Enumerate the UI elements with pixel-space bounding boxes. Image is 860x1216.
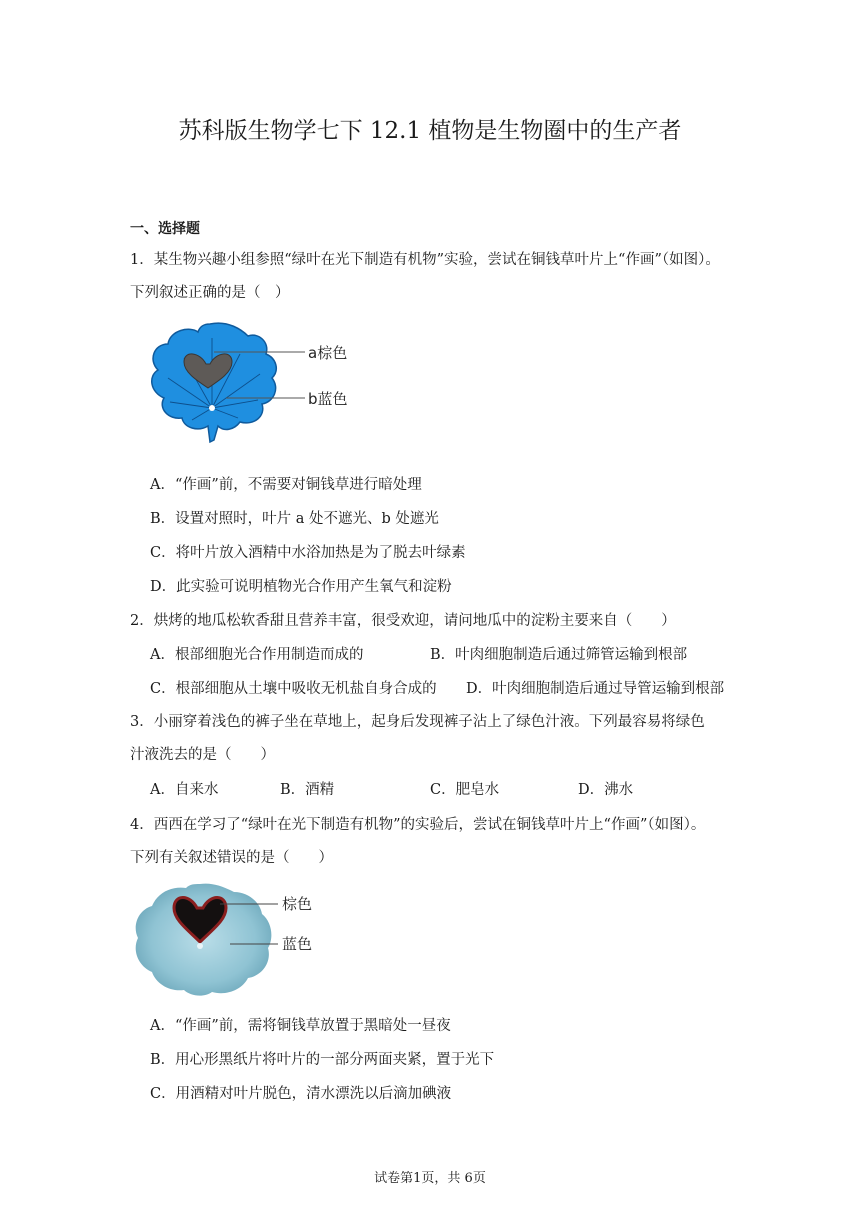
question-1-option-b: B．设置对照时，叶片 a 处不遮光、b 处遮光: [150, 511, 439, 527]
question-2-option-b: B．叶肉细胞制造后通过筛管运输到根部: [430, 647, 688, 663]
page-title: 苏科版生物学七下 12.1 植物是生物圈中的生产者: [178, 118, 682, 144]
question-1-option-a: A．“作画”前，不需要对铜钱草进行暗处理: [150, 477, 422, 493]
question-4-stem-line-2: 下列有关叙述错误的是（ ）: [130, 850, 333, 866]
question-1-leaf-figure: [140, 318, 370, 448]
question-4-option-c: C．用酒精对叶片脱色，清水漂洗以后滴加碘液: [150, 1086, 452, 1102]
question-4-stem-line-1: 4．西西在学习了“绿叶在光下制造有机物”的实验后，尝试在铜钱草叶片上“作画”（如图）。: [130, 817, 706, 833]
leaf-center: [197, 943, 203, 949]
question-2-stem: 2．烘烤的地瓜松软香甜且营养丰富，很受欢迎，请问地瓜中的淀粉主要来自（ ）: [130, 613, 676, 629]
section-heading: 一、选择题: [130, 221, 200, 237]
page-footer: 试卷第1页，共 6页: [374, 1171, 486, 1186]
label-a: 棕色: [282, 895, 313, 913]
question-2-option-c: C．根部细胞从土壤中吸收无机盐自身合成的: [150, 681, 437, 697]
question-1-stem-line-1: 1．某生物兴趣小组参照“绿叶在光下制造有机物”实验，尝试在铜钱草叶片上“作画”（如图）。: [130, 252, 720, 268]
question-2-option-d: D．叶肉细胞制造后通过导管运输到根部: [466, 681, 725, 697]
question-2-option-a: A．根部细胞光合作用制造而成的: [150, 647, 364, 663]
question-1-stem-line-2: 下列叙述正确的是（ ）: [130, 285, 290, 301]
label-a: a棕色: [308, 344, 348, 362]
question-3-option-b: B．酒精: [280, 782, 335, 798]
question-3-option-d: D．沸水: [578, 782, 634, 798]
question-1-option-c: C．将叶片放入酒精中水浴加热是为了脱去叶绿素: [150, 545, 466, 561]
question-3-option-a: A．自来水: [150, 782, 219, 798]
label-b: 蓝色: [282, 935, 313, 953]
question-4-option-a: A．“作画”前，需将铜钱草放置于黑暗处一昼夜: [150, 1018, 451, 1034]
question-3-option-c: C．肥皂水: [430, 782, 500, 798]
question-4-option-b: B．用心形黑纸片将叶片的一部分两面夹紧，置于光下: [150, 1052, 495, 1068]
leaf-center: [209, 405, 215, 411]
question-3-stem-line-1: 3．小丽穿着浅色的裤子坐在草地上，起身后发现裤子沾上了绿色汁液。下列最容易将绿色: [130, 714, 705, 730]
label-b: b蓝色: [308, 390, 348, 408]
question-4-leaf-figure: [130, 880, 350, 998]
question-3-stem-line-2: 汁液洗去的是（ ）: [130, 747, 275, 763]
question-1-option-d: D．此实验可说明植物光合作用产生氧气和淀粉: [150, 579, 452, 595]
